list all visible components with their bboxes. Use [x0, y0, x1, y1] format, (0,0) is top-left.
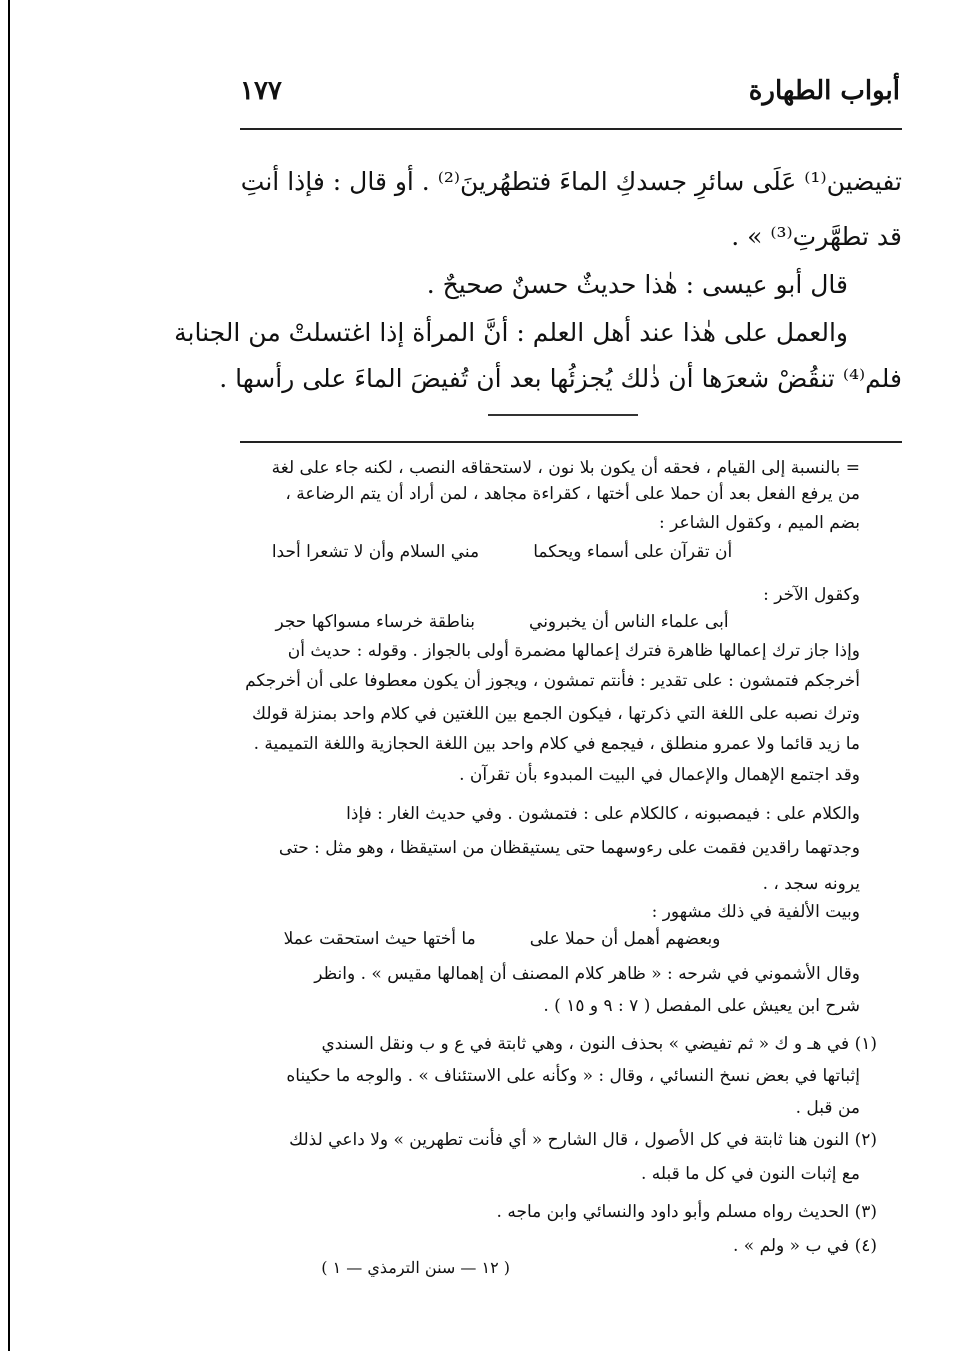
footnote-1: (١) في هـ و ك « ثم تفيضي » بحذف النون ، وهي ثابتة في ع و ب ونقل السندي: [321, 1034, 877, 1054]
note-line: وقد اجتمع الإهمال والإعمال في البيت المبدوء بأن تقرآن .: [459, 765, 860, 785]
note-line: أخرجكم فتمشون : على تقدير : فأنتم تمشون ، ويجوز أن يكون معطوفا على أن أخرجكم: [245, 671, 860, 691]
footnote-line: مع إثبات النون في كل ما قبله .: [641, 1164, 860, 1184]
page-header: [240, 76, 900, 122]
footnote-2: (٢) النون هنا ثابتة في كل الأصول ، قال الشارح « أي فأنت تطهرين » ولا داعي لذلك: [289, 1130, 877, 1150]
running-title: أبواب الطهارة: [748, 76, 900, 106]
note-line: وقال الأشموني في شرحه : « ظاهر كلام المصنف أن إهمالها مقيس » . وانظر: [314, 964, 860, 984]
verse-line: أن تقرآن على أسماء ويحكما مني السلام وأن لا تشعرا أحدا: [271, 542, 733, 562]
main-line: والعمل على هٰذا عند أهل العلم : أنَّ المرأة إذا اغتسلتْ من الجنابة: [174, 318, 848, 347]
main-line: فلم⁽⁴⁾ تنقُضْ شعرَها أن ذٰلك يُجزئُها بعد أن تُفيضَ الماءَ على رأسها .: [219, 364, 902, 393]
main-line: قال أبو عيسى : هٰذا حديثٌ حسنٌ صحيحٌ .: [426, 270, 848, 299]
note-line: بضم الميم ، وكقول الشاعر :: [658, 513, 860, 533]
note-line: وكقول الآخر :: [763, 585, 860, 605]
verse-line: أبى علماء الناس أن يخبروني بناطقة خرساء مسواكها حجر: [275, 612, 729, 632]
footnote-line: إثباتها في بعض نسخ النسائي ، وقال : « وكأنه على الاستئناف » . والوجه ما حكيناه: [286, 1066, 860, 1086]
scan-left-border: [8, 0, 10, 1351]
note-line: شرح ابن يعيش على المفصل ( ٧ : ٩ و ١٥ ) .: [543, 996, 860, 1016]
verse-line: وبعضهم أهمل أن حملا على ما أختها حيث استحقت عملا: [283, 929, 721, 949]
notes-rule: [240, 441, 902, 443]
note-line: = بالنسبة إلى القيام ، فحقه أن يكون بلا نون ، لاستحقاقه النصب ، لكنه جاء على لغة: [271, 458, 860, 478]
note-line: وإذا جاز ترك إعمالها ظاهرة فترك إعمالها مضمرة أولى بالجواز . وقوله : حديث أن: [287, 641, 860, 661]
note-line: من يرفع الفعل بعد أن حملا على أختها ، كقراءة مجاهد ، لمن أراد أن يتم الرضاعة ،: [285, 484, 860, 504]
note-line: وبيت الألفية في ذلك مشهور :: [651, 902, 860, 922]
note-line: ما زيد قائما ولا عمرو منطلق ، فيجمع في كلام واحد بين اللغة الحجازية واللغة التميمية .: [253, 734, 860, 754]
header-rule: [240, 128, 902, 130]
note-line: يرونه سجد ، .: [762, 874, 860, 894]
note-line: والكلام على : فيمصبونه ، كالكلام على : فتمشون . وفي حديث الغار : فإذا: [346, 804, 860, 824]
footnote-3: (٣) الحديث رواه مسلم وأبو داود والنسائي وابن ماجه .: [496, 1202, 877, 1222]
signature-mark: ( ١٢ — سنن الترمذي — ١ ): [321, 1258, 510, 1277]
main-line: قد تطهَّرتِ⁽³⁾ » .: [731, 222, 902, 251]
note-line: وترك نصبه على اللغة التي ذكرتها ، فيكون الجمع بين اللغتين في كلام واحد بمنزلة قولك: [252, 704, 860, 724]
footnote-4: (٤) في ب « ولم » .: [732, 1236, 877, 1256]
separator-rule: [488, 414, 638, 416]
main-line: تفيضين⁽¹⁾ عَلَى سائرِ جسدكِ الماءَ فتطهُرينَ⁽²⁾ . أو قال : فإذا أنتِ: [240, 167, 902, 196]
footnote-line: من قبل .: [795, 1098, 860, 1118]
note-line: وجدتهما راقدين فقمت على رءوسهما حتى يستيقظان من استيقظا ، وهو مثل : حتى: [278, 838, 860, 858]
page-number: ١٧٧: [240, 76, 282, 106]
